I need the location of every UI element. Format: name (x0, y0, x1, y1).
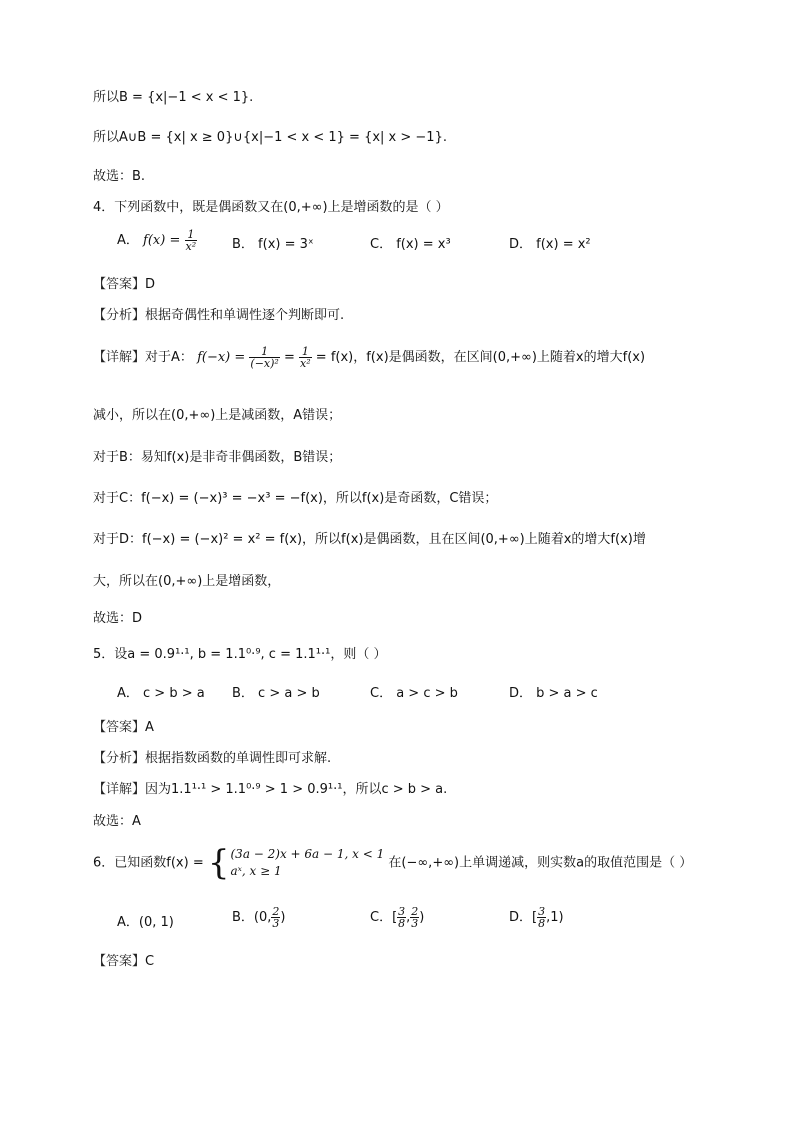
fraction (299, 346, 312, 369)
denominator: (−x)² (250, 357, 279, 370)
q4-stem: 4．下列函数中，既是偶函数又在(0,+∞)上是增函数的是（ ） (93, 200, 449, 215)
option-label: C．[ (370, 910, 398, 925)
q4-detail-d: 对于D：f(−x) = (−x)² = x² = f(x)，所以f(x)是偶函数，且在区间(0,+∞)上随着x的增大f(x)增 (93, 532, 646, 547)
option-close: ) (419, 910, 425, 925)
q4-detail-d-cont: 大，所以在(0,+∞)上是增函数， (93, 574, 281, 589)
answer-value: A (145, 720, 154, 735)
q5-stem: 5．设a = 0.9¹·¹, b = 1.1⁰·⁹, c = 1.1¹·¹，则（ ） (93, 647, 387, 662)
fraction (185, 229, 198, 252)
q5-option-c: C． a > c > b (370, 686, 458, 701)
q4-detail-b: 对于B：易知f(x)是非奇非偶函数，B错误； (93, 450, 342, 465)
option-label: B．(0, (232, 910, 272, 925)
detail-text: 因为1.1¹·¹ > 1.1⁰·⁹ > 1 > 0.9¹·¹，所以c > b > a. (145, 782, 448, 797)
q6-answer (93, 953, 154, 971)
q6-stem (93, 843, 693, 883)
q5-option-a: A． c > b > a (117, 686, 205, 701)
numerator: 2 (272, 905, 280, 918)
analysis-tag: 【分析】 (93, 751, 146, 766)
fraction (537, 906, 546, 929)
fraction (410, 906, 419, 929)
denominator: x² (185, 240, 197, 253)
numerator: 2 (411, 905, 419, 918)
solution-line-set-b: 所以B = {x|−1 < x < 1}. (93, 90, 254, 105)
option-label: D．[ (509, 910, 538, 925)
numerator: 1 (299, 346, 312, 358)
numerator: 1 (249, 346, 279, 358)
detail-tag: 【详解】 (93, 782, 146, 797)
option-close: ,1) (546, 910, 564, 925)
analysis-tag: 【分析】 (93, 308, 146, 323)
q4-detail-a-cont: 减小，所以在(0,+∞)上是减函数，A错误； (93, 408, 342, 423)
analysis-text: 根据指数函数的单调性即可求解. (145, 751, 332, 766)
choose-line: 故选：B. (93, 169, 146, 184)
q5-option-d: D． b > a > c (509, 686, 598, 701)
stem-suffix: 在(−∞,+∞)上单调递减，则实数a的取值范围是（ ） (388, 855, 693, 871)
answer-tag: 【答案】 (93, 720, 146, 735)
solution-line-union: 所以A∪B = {x| x ≥ 0}∪{x|−1 < x < 1} = {x| x > −1}. (93, 130, 447, 145)
answer-tag: 【答案】 (93, 277, 146, 292)
q5-analysis (93, 750, 331, 768)
q5-answer (93, 719, 154, 737)
answer-value: C (145, 954, 155, 969)
q5-detail (93, 781, 447, 799)
q4-option-b: B． f(x) = 3ˣ (232, 237, 314, 252)
q6-option-c: C．[ $\frac{3}{8}$ , $\frac{2}{3}$ ) (370, 905, 425, 930)
q4-detail-a (93, 346, 645, 369)
numerator: 3 (538, 905, 546, 918)
answer-tag: 【答案】 (93, 954, 146, 969)
piecewise-cases (231, 846, 385, 880)
q6-option-a: A．(0, 1) (117, 915, 174, 930)
denominator: x² (300, 357, 311, 370)
denominator: 3 (411, 917, 419, 930)
detail-prefix: 对于A： (145, 350, 193, 365)
detail-lhs: f(−x) = (197, 350, 246, 365)
numerator: 1 (185, 229, 198, 241)
q4-detail-c: 对于C：f(−x) = (−x)³ = −x³ = −f(x)，所以f(x)是奇函数，C错误； (93, 491, 498, 506)
denominator: 8 (398, 917, 406, 930)
fraction (397, 906, 406, 929)
q6-option-d (509, 906, 564, 929)
q6-option-b (232, 906, 285, 929)
case-1: (3a − 2)x + 6a − 1, x < 1 (230, 847, 385, 861)
analysis-text: 根据奇偶性和单调性逐个判断即可. (145, 308, 345, 323)
option-close: ) (280, 910, 286, 925)
fraction (249, 346, 279, 369)
q4-choose: 故选：D (93, 611, 143, 626)
brace: { (207, 843, 230, 883)
q4-option-d: D． f(x) = x² (509, 237, 591, 252)
q4-option-a (117, 229, 197, 252)
q4-answer (93, 276, 155, 294)
q4-option-c: C． f(x) = x³ (370, 237, 451, 252)
option-lhs: f(x) = (143, 233, 181, 248)
option-label: A． (117, 233, 139, 248)
denominator: 3 (272, 917, 280, 930)
denominator: 8 (538, 917, 546, 930)
answer-value: D (145, 277, 156, 292)
detail-tag: 【详解】 (93, 350, 146, 365)
q5-option-b: B． c > a > b (232, 686, 320, 701)
q4-analysis (93, 307, 344, 325)
numerator: 3 (398, 905, 406, 918)
stem-prefix: 6．已知函数f(x) = (93, 855, 204, 871)
case-2: aˣ, x ≥ 1 (230, 864, 282, 878)
equals: = (283, 350, 295, 365)
detail-rest: = f(x)，f(x)是偶函数，在区间(0,+∞)上随着x的增大f(x) (315, 350, 646, 365)
q5-choose: 故选：A (93, 814, 141, 829)
